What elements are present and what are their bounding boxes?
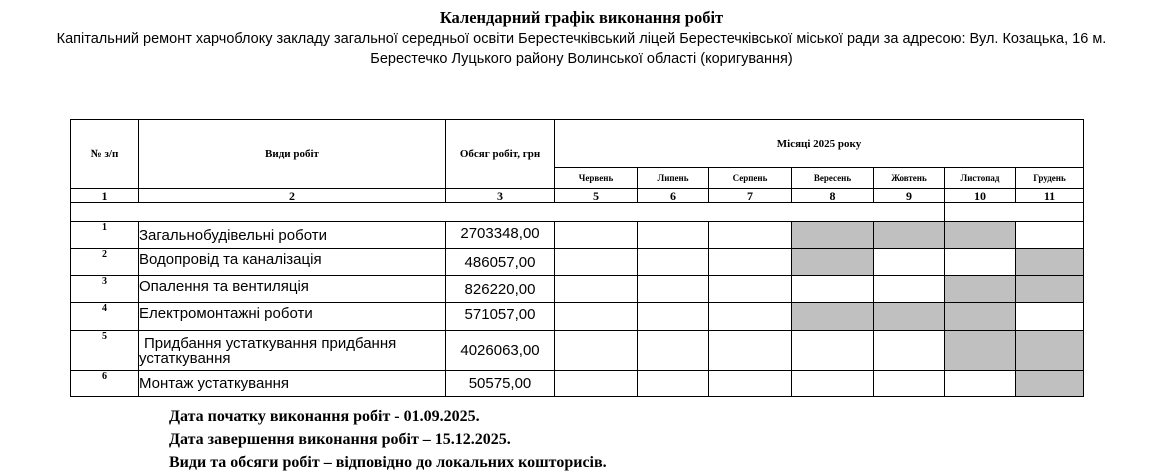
scope-note: Види та обсяги робіт – відповідно до локальних кошторисів. — [169, 454, 607, 471]
month-header: Листопад — [945, 168, 1016, 189]
work-name: Монтаж устаткування — [139, 371, 446, 397]
column-number: 11 — [1016, 189, 1084, 203]
month-cell — [792, 276, 874, 303]
row-number: 2 — [71, 249, 139, 276]
work-name-line-2: устаткування — [139, 349, 231, 367]
table-row — [71, 276, 1084, 303]
column-number: 2 — [139, 189, 446, 203]
month-cell-active — [945, 276, 1016, 303]
column-number: 8 — [792, 189, 874, 203]
month-cell-active — [792, 222, 874, 249]
row-number: 6 — [71, 371, 139, 397]
month-header: Липень — [638, 168, 709, 189]
month-cell — [555, 303, 638, 331]
month-cell — [874, 276, 945, 303]
month-cell — [709, 303, 792, 331]
month-cell — [792, 331, 874, 371]
month-cell-active — [945, 222, 1016, 249]
work-volume: 2703348,00 — [446, 222, 555, 249]
table-row — [71, 331, 1084, 371]
spacer-cell — [71, 203, 945, 222]
end-date-note: Дата завершення виконання робіт – 15.12.2025. — [169, 431, 511, 448]
table-row — [71, 303, 1084, 331]
month-cell-active — [874, 303, 945, 331]
column-number: 10 — [945, 189, 1016, 203]
table-row — [71, 222, 1084, 249]
row-number: 4 — [71, 303, 139, 331]
month-cell — [945, 249, 1016, 276]
month-cell — [638, 222, 709, 249]
month-cell — [555, 222, 638, 249]
start-date-note: Дата початку виконання робіт - 01.09.2025. — [169, 408, 480, 425]
column-number: 5 — [555, 189, 638, 203]
row-number: 5 — [71, 331, 139, 371]
notes-block — [169, 405, 607, 474]
month-cell — [555, 331, 638, 371]
header-num: № з/п — [71, 120, 139, 189]
month-cell-active — [1016, 331, 1084, 371]
work-volume: 4026063,00 — [446, 331, 555, 371]
row-number: 1 — [71, 222, 139, 249]
header-work: Види робіт — [139, 120, 446, 189]
header-volume: Обсяг робіт, грн — [446, 120, 555, 189]
month-cell — [709, 276, 792, 303]
work-volume: 571057,00 — [446, 303, 555, 331]
month-cell-active — [792, 249, 874, 276]
subtitle-line-2: Берестечко Луцького району Волинської області (коригування) — [370, 51, 793, 67]
work-volume: 826220,00 — [446, 276, 555, 303]
month-cell — [709, 331, 792, 371]
month-cell — [874, 331, 945, 371]
month-cell — [555, 276, 638, 303]
month-cell — [709, 222, 792, 249]
month-cell — [638, 331, 709, 371]
month-cell-active — [1016, 276, 1084, 303]
spacer-row — [71, 203, 1084, 222]
month-header: Серпень — [709, 168, 792, 189]
month-cell — [874, 249, 945, 276]
month-cell — [638, 276, 709, 303]
work-name: Електромонтажні роботи — [139, 303, 446, 331]
work-name — [139, 331, 446, 371]
header-months-group: Місяці 2025 року — [555, 120, 1084, 168]
column-number: 6 — [638, 189, 709, 203]
month-cell-active — [1016, 371, 1084, 397]
month-cell-active — [945, 303, 1016, 331]
table-row — [71, 249, 1084, 276]
month-header: Вересень — [792, 168, 874, 189]
table-row — [71, 371, 1084, 397]
work-volume: 50575,00 — [446, 371, 555, 397]
column-number: 9 — [874, 189, 945, 203]
month-header: Червень — [555, 168, 638, 189]
month-cell — [1016, 303, 1084, 331]
month-cell — [874, 371, 945, 397]
month-cell — [709, 371, 792, 397]
month-cell-active — [945, 331, 1016, 371]
column-number: 7 — [709, 189, 792, 203]
month-cell — [945, 371, 1016, 397]
work-name: Загальнобудівельні роботи — [139, 222, 446, 249]
work-volume: 486057,00 — [446, 249, 555, 276]
month-cell-active — [792, 303, 874, 331]
document-subtitle — [0, 29, 1163, 69]
work-name: Опалення та вентиляція — [139, 276, 446, 303]
row-number: 3 — [71, 276, 139, 303]
month-cell — [638, 249, 709, 276]
subtitle-line-1: Капітальний ремонт харчоблоку закладу загальної середньої освіти Берестечківський ліцей Берестечківської міської ради за адресою: Вул. Козацька, 16 м. — [56, 31, 1107, 47]
month-cell — [638, 303, 709, 331]
month-header: Жовтень — [874, 168, 945, 189]
column-number: 1 — [71, 189, 139, 203]
spacer-cell — [945, 203, 1084, 222]
column-number: 3 — [446, 189, 555, 203]
month-header: Грудень — [1016, 168, 1084, 189]
month-cell — [555, 371, 638, 397]
month-cell — [709, 249, 792, 276]
month-cell-active — [874, 222, 945, 249]
schedule-table — [70, 119, 1084, 397]
month-cell — [1016, 222, 1084, 249]
month-cell — [555, 249, 638, 276]
month-cell — [638, 371, 709, 397]
work-name-line-1: Придбання устаткування придбання — [144, 334, 397, 352]
work-name: Водопровід та каналізація — [139, 249, 446, 276]
month-cell-active — [1016, 249, 1084, 276]
document-title: Календарний графік виконання робіт — [439, 8, 724, 27]
month-cell — [792, 371, 874, 397]
